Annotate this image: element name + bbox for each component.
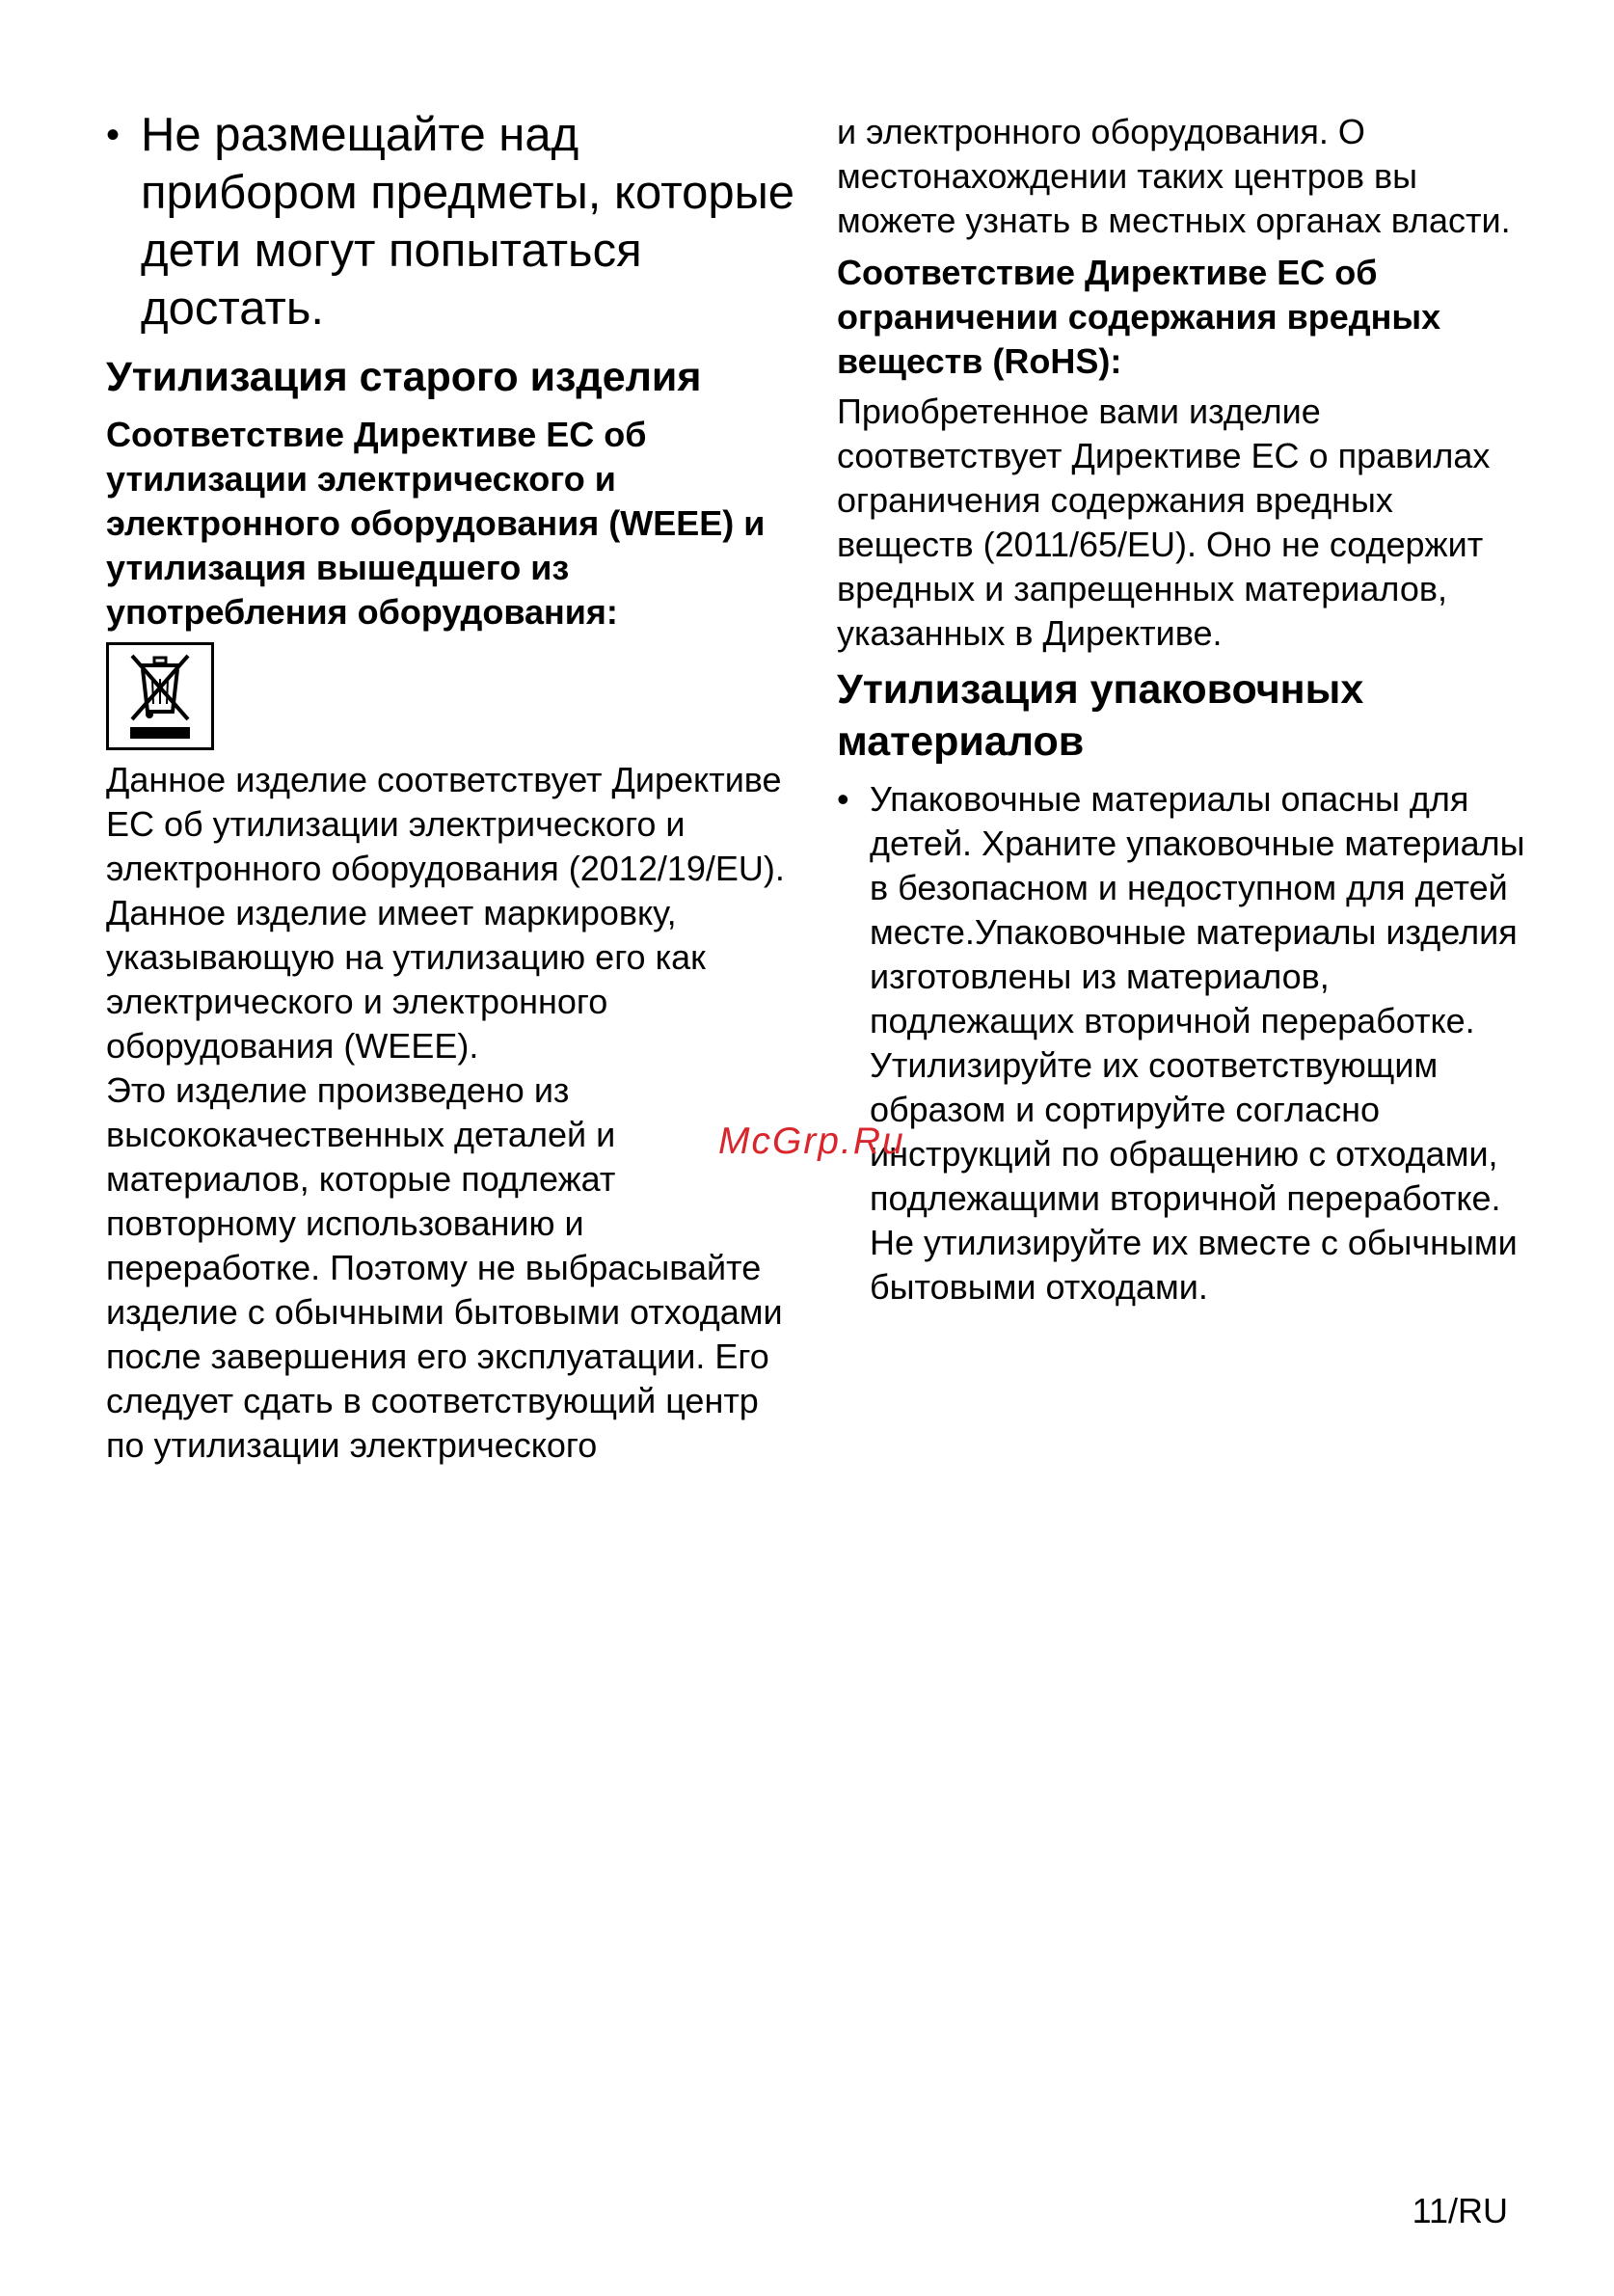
- rohs-paragraph: Приобретенное вами изделие соответствует Директиве ЕС о правилах ограничения содержания вредных веществ (2011/65/EU). Оно не содержит вредных и запрещенных материалов, указанных в Директиве.: [837, 392, 1491, 653]
- rohs-heading: Соответствие Директиве ЕС об ограничении содержания вредных веществ (RoHS):: [837, 253, 1441, 381]
- section-title-packaging: Утилизация упаковочных материалов: [837, 666, 1364, 765]
- weee-paragraph-2-continued: и электронного оборудования. О местонахождении таких центров вы можете узнать в местных органах власти.: [837, 112, 1511, 240]
- crossed-out-wheelie-bin-icon: [106, 642, 214, 750]
- section-title-disposal: Утилизация старого изделия: [106, 354, 702, 400]
- left-column: [106, 106, 800, 1468]
- weee-paragraph-1: Данное изделие соответствует Директиве ЕС об утилизации электрического и электронного оборудования (2012/19/EU). Данное изделие имеет маркировку, указывающую на утилизацию его как электрического и электронного оборудования (WEEE).: [106, 760, 785, 1066]
- weee-heading: Соответствие Директиве ЕС об утилизации электрического и электронного оборудования (WEEE) и утилизация вышедшего из употребления оборудования:: [106, 415, 766, 632]
- bullet-dot: •: [106, 114, 121, 156]
- intro-bullet-text: Не размещайте над прибором предметы, которые дети могут попытаться достать.: [141, 109, 795, 335]
- watermark: McGrp.Ru: [718, 1121, 905, 1162]
- right-column: [837, 110, 1531, 1310]
- weee-paragraph-2: Это изделие произведено из высококачественных деталей и материалов, которые подлежат повторному использованию и переработке. Поэтому не выбрасывайте изделие с обычными бытовыми отходами после завершения его эксплуатации. Его следует сдать в соответствующий центр по утилизации электрического: [106, 1070, 783, 1465]
- packaging-bullet-text: Упаковочные материалы опасны для детей. Храните упаковочные материалы в безопасном и недоступном для детей месте.Упаковочные материалы изделия изготовлены из материалов, подлежащих вторичной переработке. Утилизируйте их соответствующим образом и сортируйте согласно инструкций по обращению с отходами, подлежащими вторичной переработке. Не утилизируйте их вместе с обычными бытовыми отходами.: [870, 779, 1525, 1307]
- page-number: 11/RU: [1412, 2191, 1508, 2230]
- packaging-bullet: [837, 777, 1531, 1310]
- bullet-dot: •: [837, 779, 849, 819]
- intro-bullet: [106, 106, 800, 338]
